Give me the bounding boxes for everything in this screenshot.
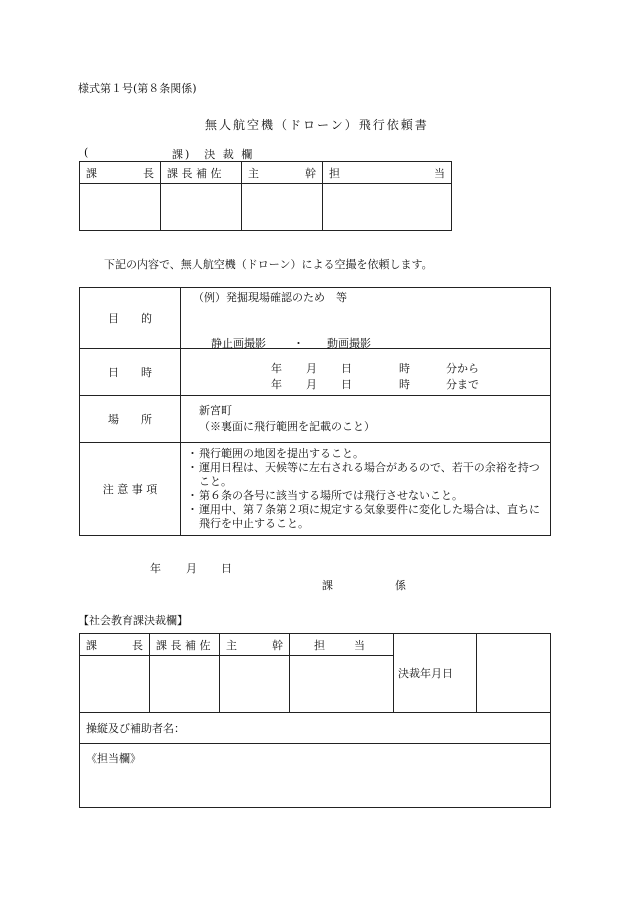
stamp-box-section-chief[interactable] xyxy=(80,184,161,231)
place-note: （※裏面に飛行範囲を記載のこと） xyxy=(199,420,375,433)
operator-label: 操縦及び補助者名： xyxy=(86,722,185,735)
stamp-box-supervisor[interactable] xyxy=(242,184,323,231)
signature-month: 月 xyxy=(186,562,197,575)
option-video[interactable]: 動画撮影 xyxy=(327,337,371,350)
social-header-in-charge: 担 当 xyxy=(290,634,394,656)
header-supervisor: 主 幹 xyxy=(242,162,323,184)
social-heading: 【社会教育課決裁欄】 xyxy=(78,614,188,627)
approval-table xyxy=(79,161,452,231)
end-day-unit: 日 xyxy=(341,378,352,391)
place-name: 新宮町 xyxy=(199,404,232,417)
end-minute-unit: 分まで xyxy=(446,378,479,391)
signature-section: 課 xyxy=(322,579,333,592)
start-minute-unit: 分から xyxy=(446,362,479,375)
place-label: 場 所 xyxy=(80,396,181,443)
stamp-box-deputy[interactable] xyxy=(161,184,242,231)
social-header-deputy: 課 長 補 佐 xyxy=(150,634,220,656)
stamp-box-in-charge[interactable] xyxy=(323,184,452,231)
header-section-chief: 課 長 xyxy=(80,162,161,184)
social-stamp-in-charge[interactable] xyxy=(290,656,394,713)
approval-caption: 課) 決 裁 欄 xyxy=(172,148,255,161)
social-header-section-chief: 課 長 xyxy=(80,634,150,656)
notes-cell xyxy=(181,443,551,536)
end-hour-unit: 時 xyxy=(399,378,410,391)
social-approval-table xyxy=(79,633,551,808)
place-cell[interactable] xyxy=(181,396,551,443)
details-table xyxy=(79,287,551,536)
signature-year: 年 xyxy=(150,562,161,575)
datetime-cell[interactable] xyxy=(181,349,551,396)
notes-label: 注 意 事 項 xyxy=(80,443,181,536)
signature-staff: 係 xyxy=(395,579,406,592)
option-still-image[interactable]: 静止画撮影 xyxy=(211,337,266,350)
social-stamp-section-chief[interactable] xyxy=(80,656,150,713)
purpose-label: 目 的 xyxy=(80,288,181,349)
list-item: ・ 第６条の各号に該当する場所では飛行させないこと。 xyxy=(187,489,546,503)
header-deputy: 課 長 補 佐 xyxy=(161,162,242,184)
decision-date-label: 決裁年月日 xyxy=(394,634,477,713)
datetime-label: 日 時 xyxy=(80,349,181,396)
list-item: ・ 運用中、第７条第２項に規定する気象要件に変化した場合は、直ちに飛行を中止すること。 xyxy=(187,503,546,531)
start-day-unit: 日 xyxy=(341,362,352,375)
start-hour-unit: 時 xyxy=(399,362,410,375)
purpose-example: （例）発掘現場確認のため 等 xyxy=(193,291,347,304)
start-year-unit: 年 xyxy=(271,362,282,375)
approval-caption-open: ( xyxy=(84,146,89,159)
operator-row[interactable] xyxy=(80,713,551,744)
charge-label: 《担当欄》 xyxy=(86,752,141,765)
purpose-cell[interactable] xyxy=(181,288,551,349)
option-separator: ・ xyxy=(293,337,304,350)
list-item: ・ 飛行範囲の地図を提出すること。 xyxy=(187,447,546,461)
header-in-charge: 担 当 xyxy=(323,162,452,184)
social-stamp-deputy[interactable] xyxy=(150,656,220,713)
list-item: ・ 運用日程は、天候等に左右される場合があるので、若干の余裕を持つこと。 xyxy=(187,461,546,489)
notes-list xyxy=(187,447,546,531)
request-sentence: 下記の内容で、無人航空機（ドローン）による空撮を依頼します。 xyxy=(104,258,433,271)
charge-row[interactable] xyxy=(80,744,551,808)
end-year-unit: 年 xyxy=(271,378,282,391)
form-number: 様式第１号(第８条関係) xyxy=(78,82,197,95)
social-header-supervisor: 主 幹 xyxy=(220,634,290,656)
signature-day: 日 xyxy=(221,562,232,575)
page-title: 無人航空機（ドローン）飛行依頼書 xyxy=(205,118,429,132)
start-month-unit: 月 xyxy=(306,362,317,375)
end-month-unit: 月 xyxy=(306,378,317,391)
decision-date-cell[interactable] xyxy=(477,634,551,713)
social-stamp-supervisor[interactable] xyxy=(220,656,290,713)
